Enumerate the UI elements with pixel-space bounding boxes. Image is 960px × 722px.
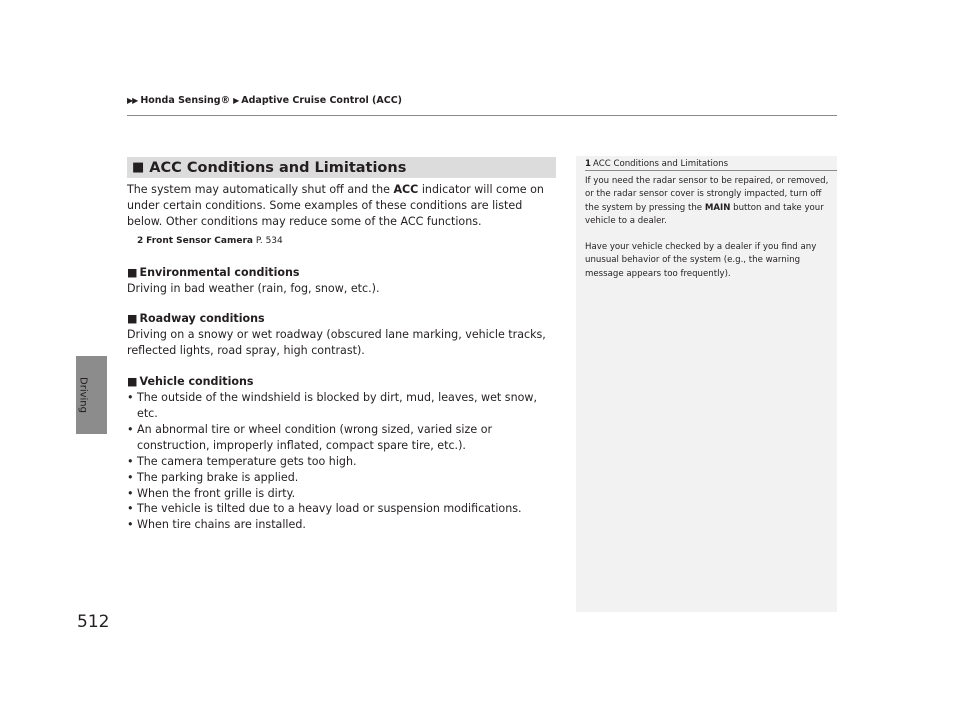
breadcrumb-item-acc[interactable]: Adaptive Cruise Control (ACC)	[241, 95, 403, 106]
breadcrumb-item-honda-sensing[interactable]: Honda Sensing®	[140, 95, 231, 106]
main-button-label: MAIN	[704, 202, 731, 213]
side-note-title: 1 ACC Conditions and Limitations	[585, 159, 837, 171]
section-header	[127, 157, 556, 178]
note-marker-icon: 1	[585, 159, 591, 169]
cross-reference-link[interactable]: 2 Front Sensor Camera P. 534	[137, 235, 283, 246]
reference-arrow-icon: 2	[137, 235, 144, 246]
main-content	[127, 182, 557, 533]
environmental-heading: ■ Environmental conditions	[127, 265, 300, 279]
intro-paragraph: The system may automatically shut off and the ACC indicator will come on under certain conditions. Some examples of these conditions are listed below. Other conditions may reduce some of the ACC functions.	[127, 183, 544, 228]
vehicle-heading: ■ Vehicle conditions	[127, 375, 254, 389]
list-item: • The vehicle is tilted due to a heavy load or suspension modifications.	[127, 501, 557, 517]
header-rule	[127, 115, 837, 116]
double-arrow-icon: ▶▶	[127, 96, 138, 105]
square-bullet-icon: ■	[132, 160, 145, 175]
list-item: • The outside of the windshield is blocked by dirt, mud, leaves, wet snow, etc.	[127, 390, 557, 422]
side-note-paragraph: If you need the radar sensor to be repaired, or removed, or the radar sensor cover is strongly impacted, turn off the system by pressing the MAIN button and take your vehicle to a dealer.	[585, 176, 829, 226]
side-note-paragraph: Have your vehicle checked by a dealer if you find any unusual behavior of the system (e.g., the warning message appears too frequently).	[585, 242, 817, 279]
square-bullet-icon: ■	[127, 265, 138, 279]
roadway-heading: ■ Roadway conditions	[127, 312, 265, 326]
side-note-body	[585, 175, 835, 294]
acc-indicator-label: ACC	[393, 183, 419, 196]
list-item: • The parking brake is applied.	[127, 470, 557, 486]
list-item: • An abnormal tire or wheel condition (wrong sized, varied size or construction, improperly inflated, compact spare tire, etc.).	[127, 422, 557, 454]
list-item: • When tire chains are installed.	[127, 517, 557, 533]
list-item: • The camera temperature gets too high.	[127, 454, 557, 470]
page-number: 512	[77, 612, 110, 632]
vehicle-conditions-list	[127, 390, 557, 533]
list-item: • When the front grille is dirty.	[127, 486, 557, 502]
side-note-panel	[576, 156, 837, 612]
section-title: ACC Conditions and Limitations	[149, 159, 407, 176]
environmental-text: Driving in bad weather (rain, fog, snow, etc.).	[127, 281, 380, 295]
roadway-text: Driving on a snowy or wet roadway (obscured lane marking, vehicle tracks, reflected lights, road spray, high contrast).	[127, 328, 546, 358]
arrow-icon: ▶	[233, 96, 239, 105]
square-bullet-icon: ■	[127, 375, 138, 389]
chapter-label: Driving	[77, 377, 89, 413]
breadcrumb	[127, 95, 402, 106]
square-bullet-icon: ■	[127, 312, 138, 326]
